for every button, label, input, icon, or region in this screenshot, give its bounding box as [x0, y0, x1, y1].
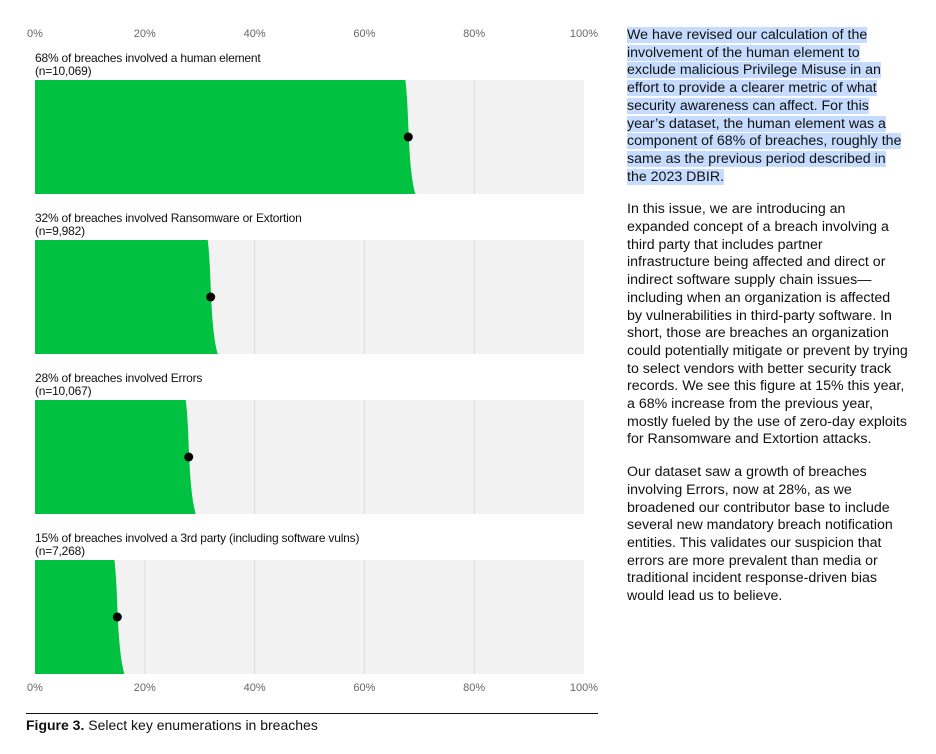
body-text	[627, 27, 909, 621]
bottom-tick-label: 20%	[133, 682, 156, 694]
top-axis	[27, 28, 598, 40]
top-tick-label: 100%	[569, 28, 598, 40]
data-point	[184, 453, 193, 462]
top-tick-label: 20%	[133, 28, 156, 40]
bottom-tick-label: 0%	[27, 682, 43, 694]
chart-panel	[35, 371, 584, 514]
bottom-axis	[27, 682, 598, 694]
figure-caption-text: Select key enumerations in breaches	[88, 717, 318, 733]
bottom-tick-label: 60%	[353, 682, 376, 694]
panel-sample-size: (n=10,069)	[35, 64, 92, 78]
data-bar	[35, 560, 124, 674]
top-tick-label: 0%	[27, 28, 43, 40]
panel-title: 15% of breaches involved a 3rd party (including software vulns)	[35, 531, 360, 545]
top-tick-label: 40%	[243, 28, 266, 40]
paragraph-2: In this issue, we are introducing an expanded concept of a breach involving a third party that includes partner infrastructure being affected and direct or indirect software supply chain issues—including when an organization is affected by vulnerabilities in third-party software. In short, those are breaches an organization could potentially mitigate or prevent by trying to select vendors with better security track records. We see this figure at 15% this year, a 68% increase from the previous year, mostly fueled by the use of zero-day exploits for Ransomware and Extortion attacks.	[627, 201, 908, 448]
panel-title: 68% of breaches involved a human element	[35, 51, 261, 65]
chart-panel	[35, 531, 584, 674]
data-point	[404, 133, 413, 142]
chart-panel	[35, 51, 584, 194]
panel-sample-size: (n=10,067)	[35, 384, 92, 398]
panel-sample-size: (n=7,268)	[35, 544, 85, 558]
top-tick-label: 80%	[463, 28, 486, 40]
data-bar	[35, 240, 218, 354]
bottom-tick-label: 40%	[243, 682, 266, 694]
paragraph-1-text: We have revised our calculation of the involvement of the human element to exclude malicious Privilege Misuse in an effort to provide a clearer metric of what security awareness can affect. For this year’s dataset, the human element was a component of 68% of breaches, roughly the same as the previous period described in the 2023 DBIR.	[627, 27, 902, 185]
panel-title: 28% of breaches involved Errors	[35, 371, 203, 385]
chart-panel	[35, 211, 584, 354]
data-point	[113, 613, 122, 622]
figure-number: Figure 3.	[26, 717, 85, 733]
bottom-tick-label: 80%	[463, 682, 486, 694]
data-bar	[35, 400, 196, 514]
paragraph-3: Our dataset saw a growth of breaches involving Errors, now at 28%, as we broadened our contributor base to include several new mandatory breach notification entities. This validates our suspicion that errors are more prevalent than media or traditional incident response-driven bias would lead us to believe.	[627, 464, 893, 605]
data-point	[206, 293, 215, 302]
panel-sample-size: (n=9,982)	[35, 224, 85, 238]
data-bar	[35, 80, 415, 194]
top-tick-label: 60%	[353, 28, 376, 40]
paragraph-1	[627, 27, 909, 186]
bottom-tick-label: 100%	[569, 682, 598, 694]
panel-title: 32% of breaches involved Ransomware or Extortion	[35, 211, 302, 225]
chart-panels	[35, 51, 584, 674]
figure-caption	[26, 713, 598, 733]
